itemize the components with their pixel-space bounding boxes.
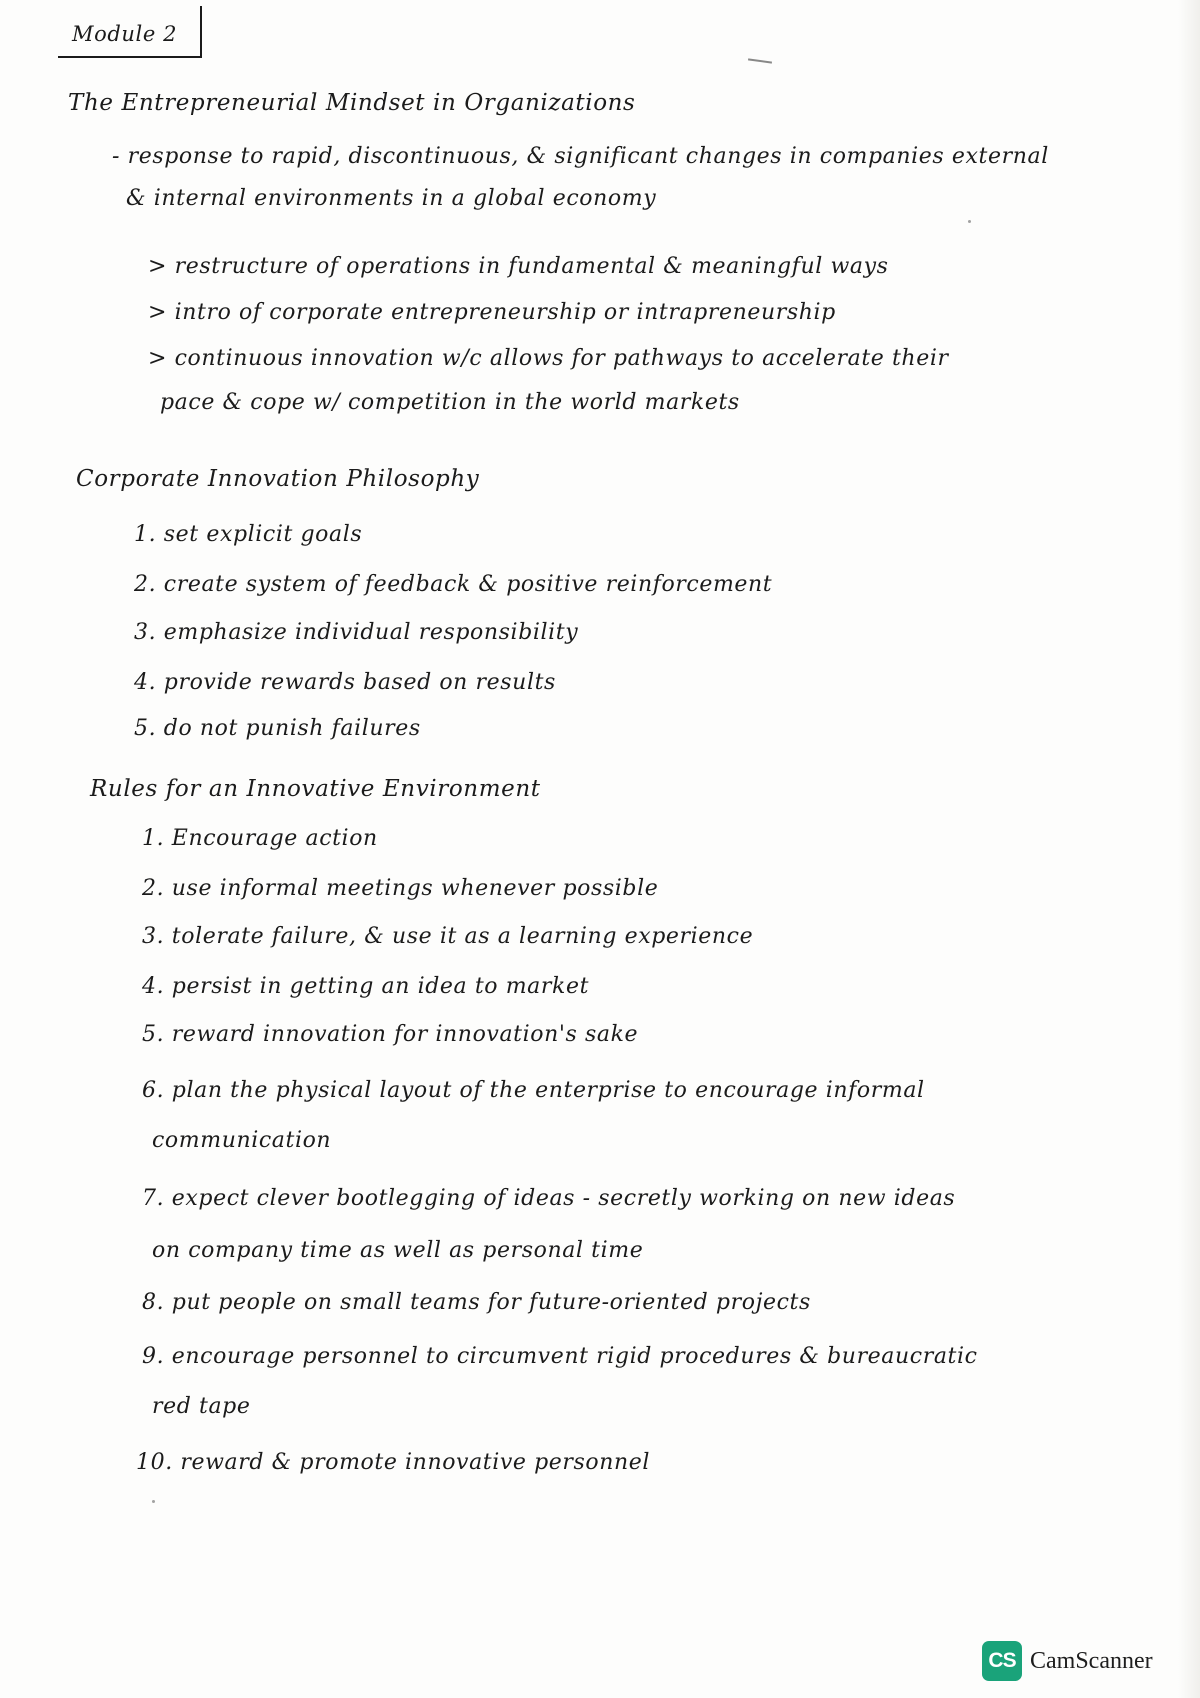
stray-pen-mark xyxy=(748,58,772,63)
section-heading-philosophy: Corporate Innovation Philosophy xyxy=(76,466,480,492)
philosophy-item-4: 4. provide rewards based on results xyxy=(134,670,556,695)
rules-item-7-line-2: on company time as well as personal time xyxy=(152,1238,644,1263)
rules-item-10: 10. reward & promote innovative personnel xyxy=(136,1450,651,1475)
mindset-bullet-2: > intro of corporate entrepreneurship or intrapreneurship xyxy=(148,300,836,325)
philosophy-item-3: 3. emphasize individual responsibility xyxy=(134,620,579,645)
rules-item-4: 4. persist in getting an idea to market xyxy=(142,974,590,999)
mindset-bullet-1: > restructure of operations in fundamental & meaningful ways xyxy=(148,254,889,279)
module-title-box xyxy=(58,6,202,58)
rules-item-9-line-2: red tape xyxy=(152,1394,251,1419)
philosophy-item-1: 1. set explicit goals xyxy=(134,522,363,547)
rules-item-7-line-1: 7. expect clever bootlegging of ideas - secretly working on new ideas xyxy=(142,1186,956,1211)
mindset-bullet-3-line-1: > continuous innovation w/c allows for pathways to accelerate their xyxy=(148,346,949,371)
camscanner-logo-icon: CS xyxy=(982,1641,1022,1681)
stray-dot xyxy=(968,220,971,223)
philosophy-item-5: 5. do not punish failures xyxy=(134,716,421,741)
mindset-intro-line-1: - response to rapid, discontinuous, & significant changes in companies external xyxy=(112,144,1049,169)
rules-item-9-line-1: 9. encourage personnel to circumvent rigid procedures & bureaucratic xyxy=(142,1344,978,1369)
rules-item-8: 8. put people on small teams for future-oriented projects xyxy=(142,1290,811,1315)
page-edge-shadow xyxy=(1178,0,1200,1698)
mindset-intro-line-2: & internal environments in a global economy xyxy=(126,186,657,211)
rules-item-2: 2. use informal meetings whenever possible xyxy=(142,876,659,901)
section-heading-rules: Rules for an Innovative Environment xyxy=(90,776,541,802)
module-title: Module 2 xyxy=(72,22,178,46)
camscanner-app-name: CamScanner xyxy=(1030,1647,1153,1674)
stray-dot xyxy=(152,1500,155,1503)
mindset-bullet-3-line-2: pace & cope w/ competition in the world markets xyxy=(160,390,740,415)
rules-item-6-line-2: communication xyxy=(152,1128,332,1153)
rules-item-5: 5. reward innovation for innovation's sake xyxy=(142,1022,639,1047)
camscanner-watermark xyxy=(982,1640,1153,1682)
philosophy-item-2: 2. create system of feedback & positive reinforcement xyxy=(134,572,773,597)
rules-item-3: 3. tolerate failure, & use it as a learning experience xyxy=(142,924,754,949)
rules-item-1: 1. Encourage action xyxy=(142,826,378,851)
rules-item-6-line-1: 6. plan the physical layout of the enterprise to encourage informal xyxy=(142,1078,925,1103)
section-heading-mindset: The Entrepreneurial Mindset in Organizations xyxy=(68,90,636,116)
